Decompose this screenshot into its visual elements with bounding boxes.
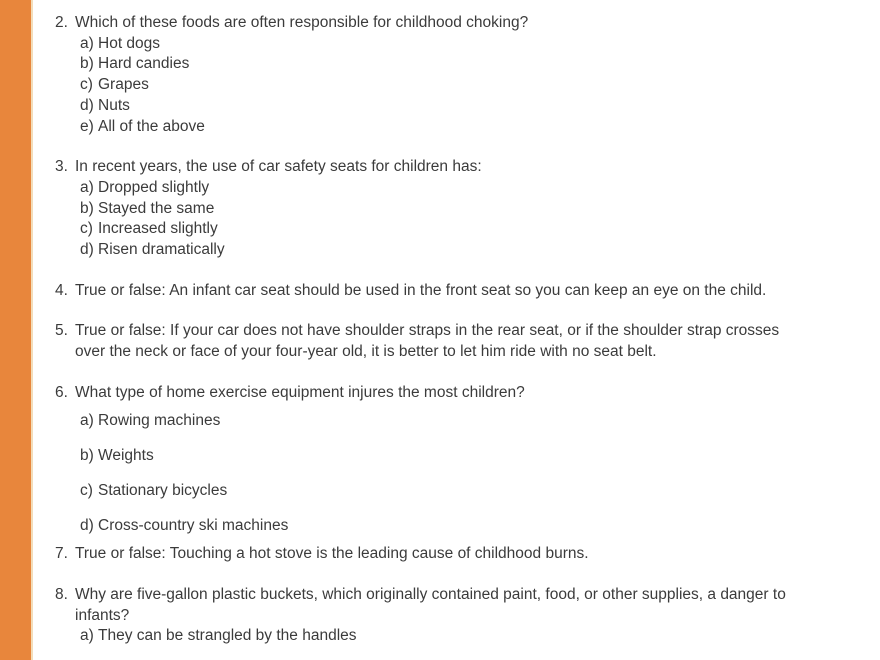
- option-text: Risen dramatically: [98, 241, 225, 259]
- option: [80, 96, 800, 117]
- question-text: Why are five-gallon plastic buckets, which originally contained paint, food, or other supplies, a danger to infants?: [75, 585, 786, 624]
- question-text: What type of home exercise equipment injures the most children?: [75, 383, 525, 401]
- question-text: In recent years, the use of car safety seats for children has:: [75, 158, 482, 176]
- option-label: c): [80, 481, 93, 499]
- option: [80, 240, 800, 261]
- question-number: 5.: [55, 322, 68, 340]
- option: [80, 199, 800, 220]
- question-8: [55, 585, 800, 647]
- option-label: d): [80, 96, 94, 114]
- option-text: Nuts: [98, 96, 130, 114]
- question-5: [55, 321, 800, 362]
- option: [80, 626, 800, 647]
- options-list: [80, 626, 800, 647]
- option-label: a): [80, 178, 94, 196]
- option: [80, 516, 800, 537]
- option-label: d): [80, 241, 94, 259]
- question-text: True or false: If your car does not have shoulder straps in the rear seat, or if the shoulder strap crosses over the neck or face of your four-year old, it is better to let him ride with no seat belt.: [75, 322, 780, 361]
- options-list: [80, 34, 800, 138]
- option-text: Hot dogs: [98, 34, 161, 52]
- option-label: b): [80, 199, 94, 217]
- option: [80, 446, 800, 467]
- option-text: Rowing machines: [98, 411, 221, 429]
- option-label: b): [80, 55, 94, 73]
- option: [80, 34, 800, 55]
- option: [80, 411, 800, 432]
- option-label: a): [80, 34, 94, 52]
- option: [80, 219, 800, 240]
- question-7: [55, 544, 800, 565]
- option-label: a): [80, 627, 94, 645]
- option-label: e): [80, 117, 94, 135]
- option-label: d): [80, 516, 94, 534]
- quiz-document: [55, 13, 800, 647]
- question-number: 2.: [55, 14, 68, 31]
- option: [80, 178, 800, 199]
- question-text: True or false: Touching a hot stove is the leading cause of childhood burns.: [75, 545, 589, 563]
- question-text: True or false: An infant car seat should be used in the front seat so you can keep an eye on the child.: [75, 281, 767, 299]
- question-4: [55, 281, 800, 302]
- question-number: 7.: [55, 545, 68, 563]
- left-accent-bar: [0, 0, 33, 660]
- question-6: [55, 383, 800, 536]
- option: [80, 481, 800, 502]
- options-list: [80, 411, 800, 537]
- question-number: 8.: [55, 585, 68, 603]
- option-text: All of the above: [98, 117, 205, 135]
- option-text: Increased slightly: [98, 220, 218, 238]
- option: [80, 117, 800, 138]
- option-text: Cross-country ski machines: [98, 516, 289, 534]
- question-number: 6.: [55, 383, 68, 401]
- question-number: 4.: [55, 281, 68, 299]
- option-text: Grapes: [98, 76, 149, 94]
- question-text: Which of these foods are often responsible for childhood choking?: [75, 14, 529, 31]
- option-label: c): [80, 220, 93, 238]
- option-text: They can be strangled by the handles: [98, 627, 357, 645]
- option-text: Stationary bicycles: [98, 481, 228, 499]
- option-label: c): [80, 76, 93, 94]
- option-label: a): [80, 411, 94, 429]
- option-text: Stayed the same: [98, 199, 215, 217]
- option-label: b): [80, 446, 94, 464]
- option: [80, 54, 800, 75]
- option: [80, 75, 800, 96]
- option-text: Weights: [98, 446, 154, 464]
- option-text: Dropped slightly: [98, 178, 210, 196]
- options-list: [80, 178, 800, 261]
- question-number: 3.: [55, 158, 68, 176]
- option-text: Hard candies: [98, 55, 190, 73]
- question-3: [55, 157, 800, 261]
- question-2: [55, 13, 800, 137]
